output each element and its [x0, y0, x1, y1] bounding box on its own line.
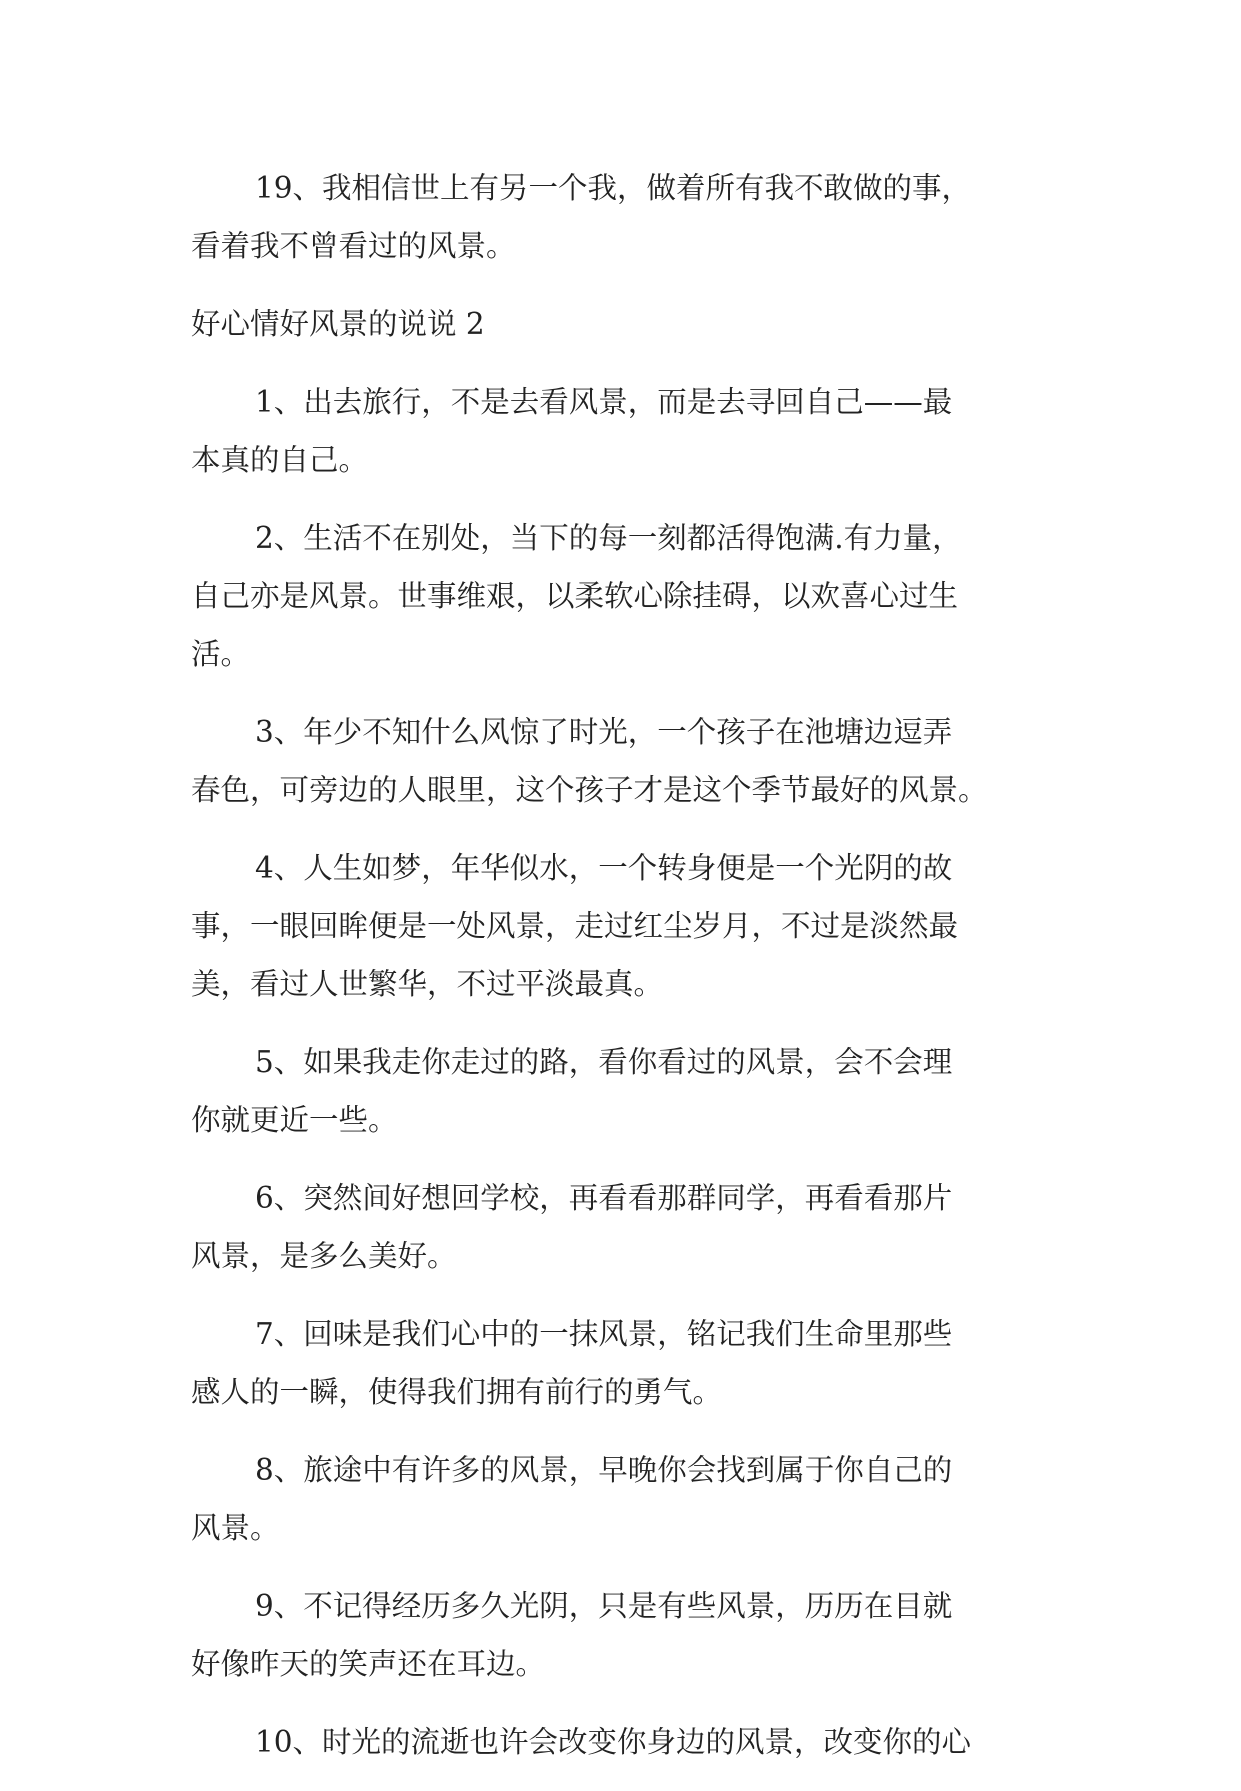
text-line: 感人的一瞬，使得我们拥有前行的勇气。	[191, 1375, 723, 1409]
text-line: 活。	[191, 637, 251, 671]
text-line: 风景。	[191, 1511, 280, 1545]
paragraph-3	[191, 703, 1071, 819]
section-heading	[191, 295, 1071, 353]
text-line: 6、突然间好想回学校，再看看那群同学，再看看那片	[255, 1181, 953, 1215]
text-line: 美，看过人世繁华，不过平淡最真。	[191, 967, 664, 1001]
paragraph-1	[191, 373, 1071, 489]
text-line: 看着我不曾看过的风景。	[191, 229, 516, 263]
text-line: 风景，是多么美好。	[191, 1239, 457, 1273]
text-line: 9、不记得经历多久光阴，只是有些风景，历历在目就	[255, 1589, 953, 1623]
paragraph-10	[191, 1713, 1071, 1771]
text-line: 19、我相信世上有另一个我，做着所有我不敢做的事，	[255, 171, 972, 205]
text-line: 事，一眼回眸便是一处风景，走过红尘岁月，不过是淡然最	[191, 909, 959, 943]
text-line: 1、出去旅行，不是去看风景，而是去寻回自己——最	[255, 385, 953, 419]
text-line: 4、人生如梦，年华似水，一个转身便是一个光阴的故	[255, 851, 953, 885]
paragraph-8	[191, 1441, 1071, 1557]
text-line: 你就更近一些。	[191, 1103, 398, 1137]
text-line: 10、时光的流逝也许会改变你身边的风景，改变你的心	[255, 1725, 972, 1759]
paragraph-5	[191, 1033, 1071, 1149]
text-line: 2、生活不在别处，当下的每一刻都活得饱满.有力量，	[255, 521, 962, 555]
paragraph-2	[191, 509, 1071, 683]
heading-text: 好心情好风景的说说 2	[191, 307, 485, 341]
paragraph-7	[191, 1305, 1071, 1421]
document-body	[191, 159, 1071, 1791]
paragraph-9	[191, 1577, 1071, 1693]
text-line: 8、旅途中有许多的风景，早晚你会找到属于你自己的	[255, 1453, 953, 1487]
paragraph-6	[191, 1169, 1071, 1285]
text-line: 春色，可旁边的人眼里，这个孩子才是这个季节最好的风景。	[191, 773, 988, 807]
text-line: 本真的自己。	[191, 443, 369, 477]
text-line: 7、回味是我们心中的一抹风景，铭记我们生命里那些	[255, 1317, 953, 1351]
text-line: 好像昨天的笑声还在耳边。	[191, 1647, 546, 1681]
paragraph-19	[191, 159, 1071, 275]
text-line: 3、年少不知什么风惊了时光，一个孩子在池塘边逗弄	[255, 715, 953, 749]
paragraph-4	[191, 839, 1071, 1013]
text-line: 自己亦是风景。世事维艰，以柔软心除挂碍，以欢喜心过生	[191, 579, 959, 613]
text-line: 5、如果我走你走过的路，看你看过的风景，会不会理	[255, 1045, 953, 1079]
